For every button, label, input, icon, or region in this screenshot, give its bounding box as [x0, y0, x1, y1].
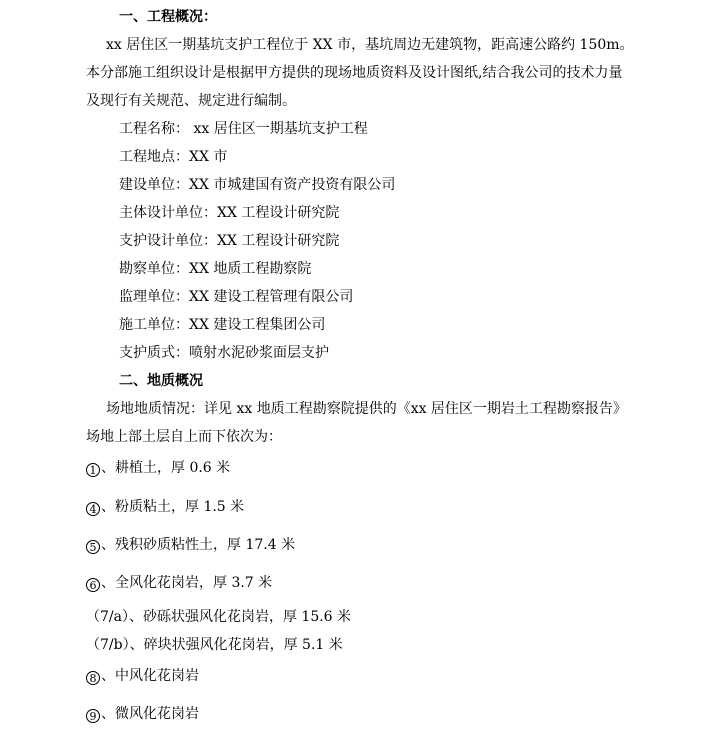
survey-unit-item: 勘察单位：XX 地质工程勘察院 — [119, 261, 312, 277]
circled-number-marker: 8 — [86, 671, 100, 685]
support-design-unit-item: 支护设计单位：XX 工程设计研究院 — [119, 233, 340, 249]
section1-para-line-1: xx 居住区一期基坑支护工程位于 XX 市，基坑周边无建筑物，距高速公路约 150m。 — [106, 37, 634, 53]
section1-para-line-2: 本分部施工组织设计是根据甲方提供的现场地质资料及设计图纸,结合我公司的技术力量 — [86, 65, 623, 81]
layer-item — [86, 636, 343, 654]
main-design-unit-item: 主体设计单位：XX 工程设计研究院 — [119, 205, 340, 221]
layer-text: 、耕植土，厚 0.6 米 — [101, 460, 231, 476]
layer-item — [86, 608, 351, 626]
section2-heading: 二、地质概况 — [119, 373, 203, 389]
project-name-item: 工程名称： xx 居住区一期基坑支护工程 — [119, 121, 368, 137]
layer-item — [86, 459, 230, 477]
circled-number-marker: 9 — [86, 709, 100, 723]
layer-text: 、中风化花岗岩 — [101, 668, 199, 684]
section1-para-line-3: 及现行有关规范、规定进行编制。 — [86, 93, 296, 109]
layer-text: 、微风化花岗岩 — [101, 706, 199, 722]
layer-text: （7/b）、碎块状强风化花岗岩，厚 5.1 米 — [86, 637, 343, 653]
layer-item — [86, 536, 295, 554]
support-type-item: 支护质式：喷射水泥砂浆面层支护 — [119, 345, 329, 361]
layer-text: 、残积砂质粘性土，厚 17.4 米 — [101, 537, 296, 553]
section2-para-line-1: 场地地质情况：详见 xx 地质工程勘察院提供的《xx 居住区一期岩土工程勘察报告》 — [106, 401, 627, 417]
circled-number-marker: 6 — [86, 578, 100, 592]
layer-text: 、粉质粘土，厚 1.5 米 — [101, 499, 245, 515]
section1-heading: 一、工程概况： — [119, 9, 217, 25]
construction-contractor-item: 施工单位：XX 建设工程集团公司 — [119, 317, 326, 333]
layer-item — [86, 498, 244, 516]
layer-item — [86, 574, 272, 592]
supervision-unit-item: 监理单位：XX 建设工程管理有限公司 — [119, 289, 354, 305]
circled-number-marker: 5 — [86, 540, 100, 554]
circled-number-marker: 1 — [86, 463, 100, 477]
layer-item — [86, 705, 199, 723]
construction-unit-item: 建设单位：XX 市城建国有资产投资有限公司 — [119, 177, 396, 193]
section2-para-line-2: 场地上部土层自上而下依次为： — [86, 429, 282, 445]
circled-number-marker: 4 — [86, 502, 100, 516]
project-location-item: 工程地点：XX 市 — [119, 149, 228, 165]
layer-item — [86, 667, 199, 685]
layer-text: 、全风化花岗岩，厚 3.7 米 — [101, 575, 273, 591]
layer-text: （7/a）、砂砾状强风化花岗岩，厚 15.6 米 — [86, 609, 352, 625]
